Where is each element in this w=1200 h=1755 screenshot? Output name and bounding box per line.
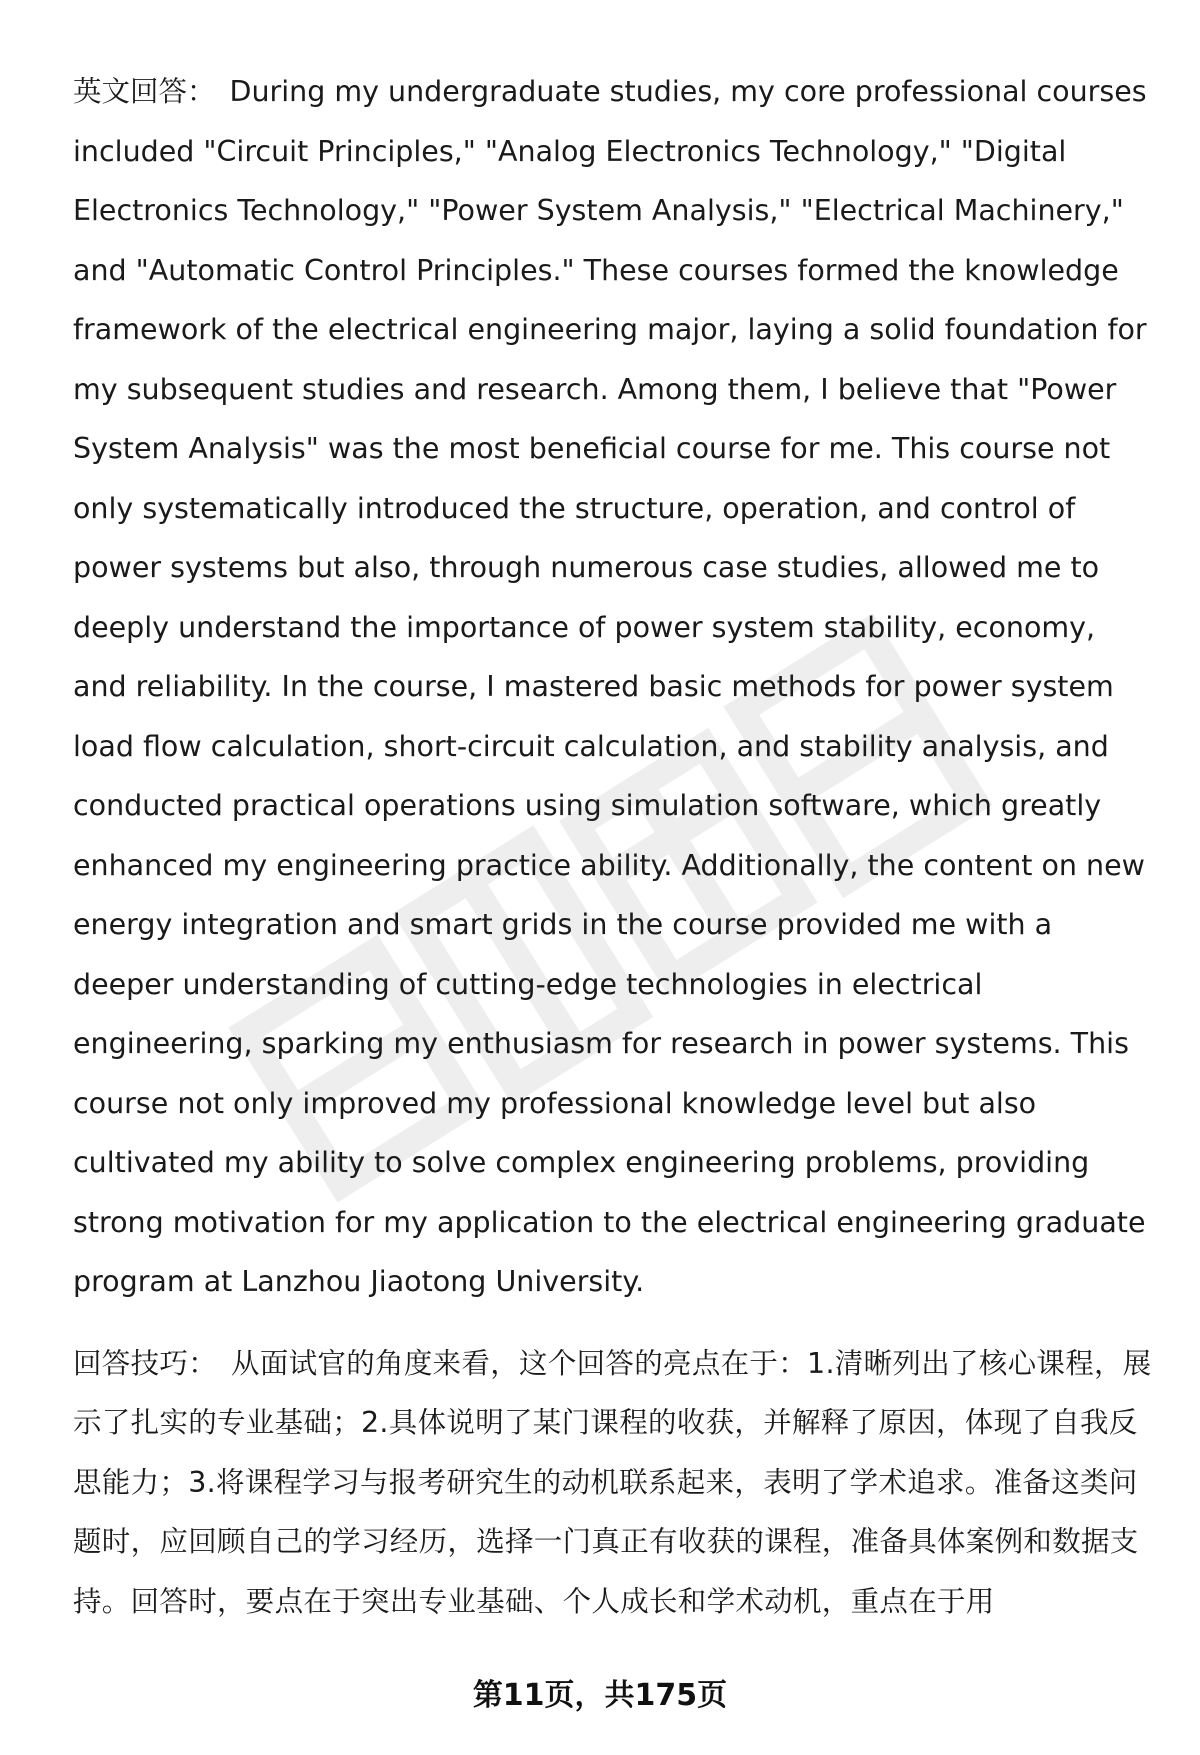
answer-tips-label: 回答技巧： <box>73 1346 218 1380</box>
english-answer-paragraph <box>73 62 1153 1312</box>
answer-tips-text: 从面试官的角度来看，这个回答的亮点在于：1.清晰列出了核心课程，展示了扎实的专业基础；2.具体说明了某门课程的收获，并解释了原因，体现了自我反思能力；3.将课程学习与报考研究生的动机联系起来，表明了学术追求。准备这类问题时，应回顾自己的学习经历，选择一门真正有收获的课程，准备具体案例和数据支持。回答时，要点在于突出专业基础、个人成长和学术动机，重点在于用 <box>73 1346 1152 1618</box>
english-answer-text: During my undergraduate studies, my core professional courses included "Circuit Principles," "Analog Electronics Technology," "Digital Electronics Technology," "Power System Analysis," "Electrical Machinery," and "Automatic Control Principles." These courses formed the knowledge framework of the electrical engineering major, laying a solid foundation for my subsequent studies and research. Among them, I believe that "Power System Analysis" was the most beneficial course for me. This course not only systematically introduced the structure, operation, and control of power systems but also, through numerous case studies, allowed me to deeply understand the importance of power system stability, economy, and reliability. In the course, I mastered basic methods for power system load flow calculation, short-circuit calculation, and stability analysis, and conducted practical operations using simulation software, which greatly enhanced my engineering practice ability. Additionally, the content on new energy integration and smart grids in the course provided me with a deeper understanding of cutting-edge technologies in electrical engineering, sparking my enthusiasm for research in power systems. This course not only improved my professional knowledge level but also cultivated my ability to solve complex engineering problems, providing strong motivation for my application to the electrical engineering graduate program at Lanzhou Jiaotong University. <box>73 75 1147 1298</box>
english-answer-label: 英文回答： <box>73 75 216 108</box>
page-number-footer: 第11页，共175页 <box>472 1678 728 1713</box>
document-page <box>73 62 1153 1631</box>
answer-tips-paragraph <box>73 1334 1153 1632</box>
